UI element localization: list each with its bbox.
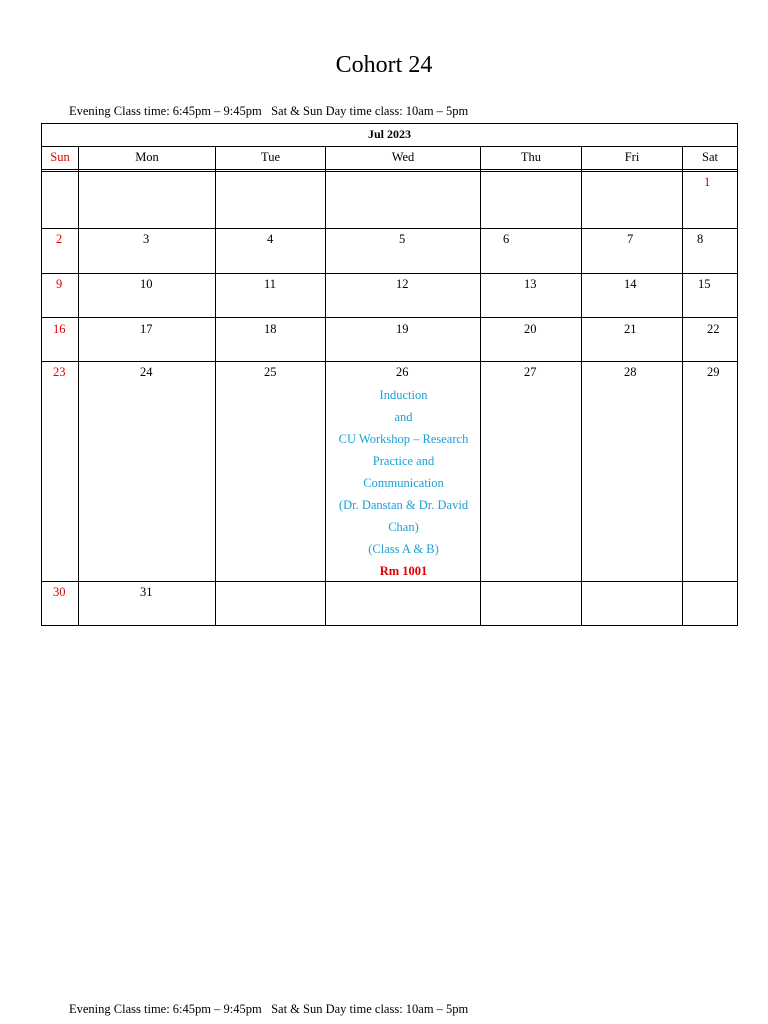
grid-line bbox=[737, 123, 738, 626]
grid-line bbox=[41, 317, 738, 318]
event-line: Chan) bbox=[388, 520, 419, 534]
grid-line bbox=[41, 625, 738, 626]
day-name-sun: Sun bbox=[50, 150, 70, 164]
date-cell: 14 bbox=[624, 277, 637, 291]
date-cell: 25 bbox=[264, 365, 277, 379]
page-title: Cohort 24 bbox=[335, 52, 433, 78]
date-cell: 20 bbox=[524, 322, 537, 336]
date-cell: 3 bbox=[143, 232, 150, 246]
date-cell: 7 bbox=[627, 232, 634, 246]
date-cell: 21 bbox=[624, 322, 637, 336]
day-name-thu: Thu bbox=[520, 150, 542, 164]
date-cell: 1 bbox=[704, 175, 711, 189]
class-times-note-bottom: Evening Class time: 6:45pm – 9:45pm Sat & Sun Day time class: 10am – 5pm bbox=[69, 1002, 469, 1016]
event-line: CU Workshop – Research bbox=[338, 432, 469, 446]
grid-line bbox=[215, 146, 216, 626]
grid-line bbox=[581, 146, 582, 626]
date-cell: 4 bbox=[267, 232, 274, 246]
month-label: Jul 2023 bbox=[367, 127, 411, 141]
date-cell: 16 bbox=[53, 322, 66, 336]
day-name-fri: Fri bbox=[624, 150, 640, 164]
day-name-tue: Tue bbox=[261, 150, 280, 164]
class-times-note-top: Evening Class time: 6:45pm – 9:45pm Sat & Sun Day time class: 10am – 5pm bbox=[69, 104, 469, 118]
date-cell: 12 bbox=[396, 277, 409, 291]
grid-line bbox=[41, 123, 738, 124]
date-cell: 17 bbox=[140, 322, 153, 336]
date-cell: 23 bbox=[53, 365, 66, 379]
day-name-sat: Sat bbox=[702, 150, 718, 164]
date-cell: 10 bbox=[140, 277, 153, 291]
date-cell: 13 bbox=[524, 277, 537, 291]
day-name-mon: Mon bbox=[135, 150, 159, 164]
grid-line bbox=[41, 228, 738, 229]
date-cell: 24 bbox=[140, 365, 153, 379]
grid-line bbox=[41, 146, 738, 147]
grid-line bbox=[78, 146, 79, 626]
date-cell: 9 bbox=[56, 277, 63, 291]
date-cell: 8 bbox=[697, 232, 704, 246]
date-cell: 28 bbox=[624, 365, 637, 379]
date-cell: 29 bbox=[707, 365, 720, 379]
calendar-table bbox=[41, 123, 738, 626]
event-line: and bbox=[394, 410, 413, 424]
grid-line bbox=[41, 123, 42, 626]
grid-line bbox=[41, 169, 738, 170]
date-cell: 2 bbox=[56, 232, 63, 246]
event-induction-workshop bbox=[326, 384, 481, 582]
grid-line bbox=[41, 171, 738, 172]
event-line: Practice and bbox=[372, 454, 435, 468]
date-cell: 18 bbox=[264, 322, 277, 336]
date-cell: 11 bbox=[264, 277, 277, 291]
grid-line bbox=[682, 146, 683, 626]
grid-line bbox=[41, 361, 738, 362]
date-cell: 27 bbox=[524, 365, 537, 379]
date-cell: 19 bbox=[396, 322, 409, 336]
date-cell: 15 bbox=[698, 277, 711, 291]
event-room: Rm 1001 bbox=[379, 564, 428, 578]
date-cell: 22 bbox=[707, 322, 720, 336]
day-name-wed: Wed bbox=[391, 150, 415, 164]
date-cell: 30 bbox=[53, 585, 66, 599]
date-cell: 26 bbox=[396, 365, 409, 379]
event-line: (Dr. Danstan & Dr. David bbox=[338, 498, 469, 512]
event-line: Communication bbox=[363, 476, 444, 490]
event-line: (Class A & B) bbox=[368, 542, 439, 556]
event-line: Induction bbox=[379, 388, 428, 402]
date-cell: 5 bbox=[399, 232, 406, 246]
date-cell: 31 bbox=[140, 585, 153, 599]
date-cell: 6 bbox=[503, 232, 510, 246]
grid-line bbox=[41, 273, 738, 274]
